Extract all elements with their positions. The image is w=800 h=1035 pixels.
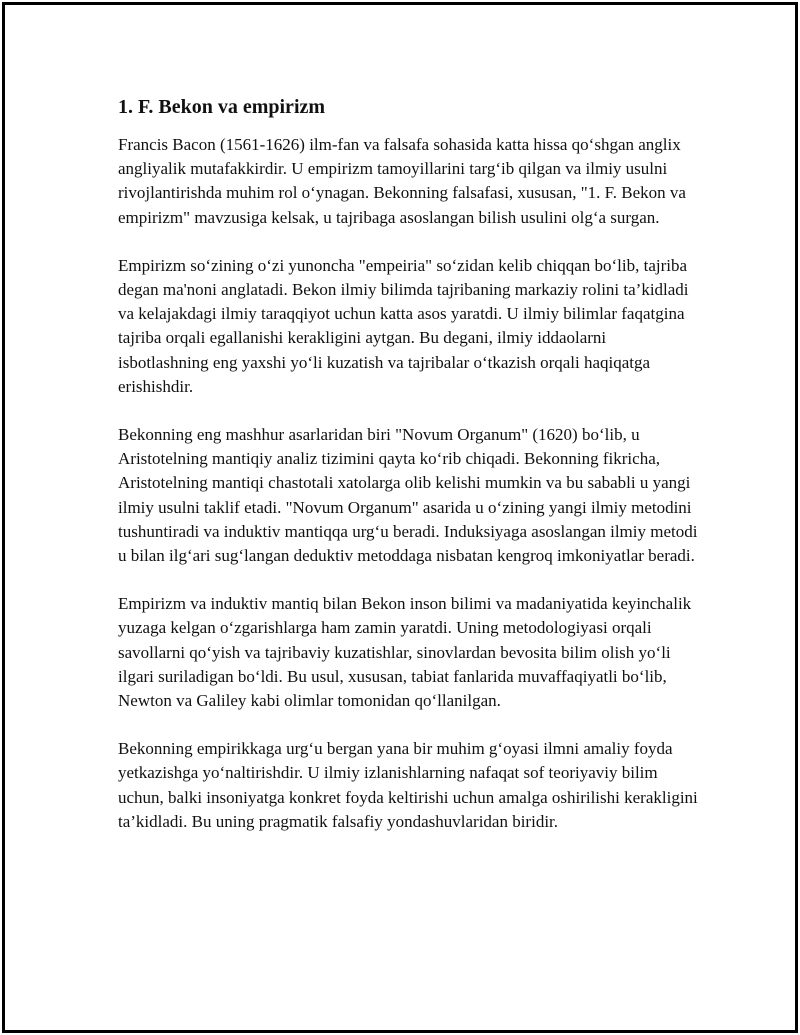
paragraph-1: Francis Bacon (1561-1626) ilm-fan va falsafa sohasida katta hissa qo‘shgan anglix angliyalik mutafakkirdir. U empirizm tamoyillarini targ‘ib qilgan va ilmiy usulni rivojlantirishda muhim rol o‘ynagan. Bekonning falsafasi, xususan, "1. F. Bekon va empirizm" mavzusiga kelsak, u tajribaga asoslangan bilish usulini olg‘a surgan. (118, 135, 686, 227)
section-heading: 1. F. Bekon va empirizm (118, 96, 326, 118)
paragraph-2: Empirizm so‘zining o‘zi yunoncha "empeiria" so‘zidan kelib chiqqan bo‘lib, tajriba degan ma'noni anglatadi. Bekon ilmiy bilimda tajribaning markaziy rolini ta’kidladi va kelajakdagi ilmiy taraqqiyot uchun katta asos yaratdi. U ilmiy bilimlar faqatgina tajriba orqali egallanishi kerakligini aytgan. Bu degani, ilmiy iddaolarni isbotlashning eng yaxshi yo‘li kuzatish va tajribalar o‘tkazish orqali haqiqatga erishishdir. (118, 255, 689, 396)
document-body (118, 95, 698, 858)
paragraph-3: Bekonning eng mashhur asarlaridan biri "Novum Organum" (1620) bo‘lib, u Aristotelning mantiqiy analiz tizimini qayta ko‘rib chiqadi. Bekonning fikricha, Aristotelning mantiqi chastotali xatolarga olib kelishi mumkin va bu sababli u yangi ilmiy usulni taklif etadi. "Novum Organum" asarida u o‘zining yangi ilmiy metodini tushuntiradi va induktiv mantiqqa urg‘u beradi. Induksiyaga asoslangan ilmiy metodi u bilan ilg‘ari sug‘langan deduktiv metoddaga nisbatan kengroq imkoniyatlar beradi. (118, 425, 698, 566)
paragraph-5: Bekonning empirikkaga urg‘u bergan yana bir muhim g‘oyasi ilmni amaliy foyda yetkazishga yo‘naltirishdir. U ilmiy izlanishlarning nafaqat sof teoriyaviy bilim uchun, balki insoniyatga konkret foyda keltirishi uchun amalga oshirilishi kerakligini ta’kidladi. Bu uning pragmatik falsafiy yondashuvlaridan biridir. (118, 739, 698, 831)
paragraph-4: Empirizm va induktiv mantiq bilan Bekon inson bilimi va madaniyatida keyinchalik yuzaga kelgan o‘zgarishlarga ham zamin yaratdi. Uning metodologiyasi orqali savollarni qo‘yish va tajribaviy kuzatishlar, sinovlardan bevosita bilim olish yo‘li ilgari suriladigan bo‘ldi. Bu usul, xususan, tabiat fanlarida muvaffaqiyatli bo‘lib, Newton va Galiley kabi olimlar tomonidan qo‘llanilgan. (118, 594, 692, 711)
